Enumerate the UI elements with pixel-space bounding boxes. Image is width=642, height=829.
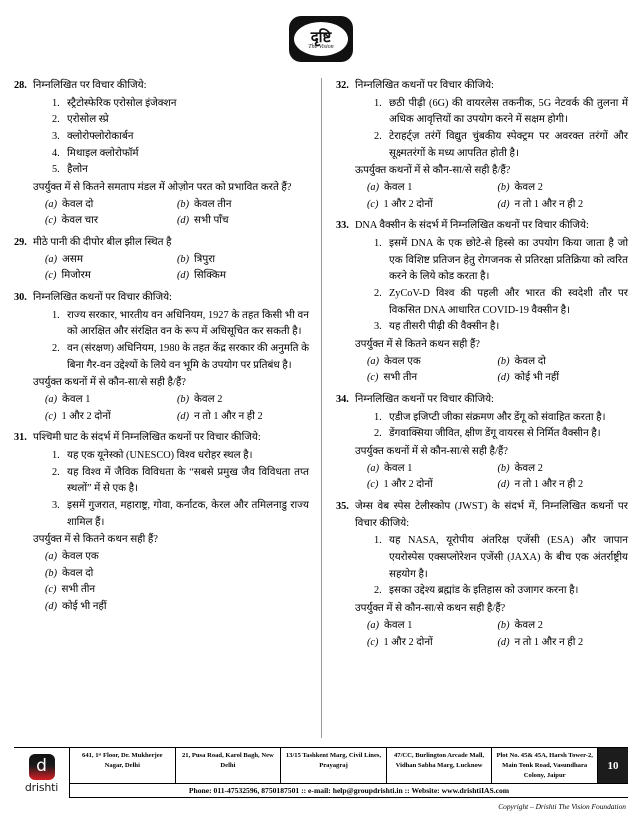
question-stem: जेम्स वेब स्पेस टेलीस्कोप (JWST) के संदर्भ में, निम्नलिखित कथनों पर विचार कीजिये: [355,501,628,529]
option-text: कोई भी नहीं [62,601,107,613]
option-a[interactable] [45,392,177,409]
question-block [14,430,309,615]
option-text: न तो 1 और न ही 2 [194,410,263,422]
option-a[interactable] [45,549,309,566]
statement-item: टेराहर्ट्ज़ तरंगें विद्युत चुंबकीय स्पेक्ट्रम पर अवरक्त तरंगों और सूक्ष्मतरंगों के मध्य आपतित होती है। [389,131,628,159]
address-lucknow: 47/CC, Burlington Arcade Mall, Vidhan Sabha Marg, Lucknow [387,748,493,783]
option-d[interactable] [177,409,309,426]
statement-item: डेंगवाक्सिया जीवित, क्षीण डेंगू वायरस से निर्मित वैक्सीन है। [389,428,601,440]
question-prompt: उपर्युक्त में से कितने कथन सही हैं? [355,339,480,351]
option-text: सभी तीन [61,584,96,596]
option-key: (c) [367,479,379,491]
option-key: (b) [177,394,190,406]
footer-logo-letter: d [36,755,47,776]
option-a[interactable] [367,618,498,635]
option-key: (a) [45,394,58,406]
address-jaipur: Plot No. 45& 45A, Harsh Tower-2, Main Tonk Road, Vasundhara Colony, Jaipur [492,748,598,783]
statement-list [33,448,309,531]
question-stem: निम्नलिखित पर विचार कीजिये: [33,80,147,91]
option-a[interactable] [45,252,177,269]
statement-item: यह एक यूनेस्को (UNESCO) विश्व धरोहर स्थल है। [67,450,253,462]
option-c[interactable] [367,635,498,652]
option-d[interactable] [177,268,309,285]
statement-list [33,308,309,375]
question-block [336,392,628,494]
statement-item: यह विश्व में जैविक विविधता के “सबसे प्रमुख जैव विविधता तप्त स्थलों” में से एक है। [67,466,309,495]
logo-wordmark: दृष्टि [310,27,332,46]
option-text: सभी पाँच [194,215,229,227]
option-key: (d) [497,198,510,210]
option-text: केवल दो [514,355,546,367]
option-key: (c) [367,372,379,384]
option-text: केवल दो [62,567,94,579]
option-text: त्रिपुरा [194,253,216,265]
option-b[interactable] [177,392,309,409]
question-block [336,499,628,651]
option-key: (d) [177,270,190,282]
option-text: केवल 1 [62,394,91,406]
statement-list [355,410,628,443]
question-body [355,499,628,651]
copyright-line: Copyright – Drishti The Vision Foundation [498,802,626,811]
question-prompt: ऊपर्युक्त कथनों में से कौन-सा/से सही है/हैं? [355,165,511,177]
option-text: केवल 2 [194,394,223,406]
option-list [33,252,309,285]
option-key: (b) [45,567,58,579]
option-text: केवल 1 [384,182,413,194]
statement-item: मिथाइल क्लोरोफॉर्म [67,147,139,159]
address-row [70,748,628,783]
option-d[interactable] [498,477,629,494]
option-text: केवल दो [62,198,94,210]
option-b[interactable] [498,180,629,197]
option-text: केवल 1 [384,619,413,631]
option-d[interactable] [498,370,629,387]
option-b[interactable] [498,354,629,371]
option-text: कोई भी नहीं [514,372,560,384]
question-block [336,78,628,213]
option-c[interactable] [367,370,498,387]
option-text: केवल 2 [514,619,543,631]
option-list [33,197,309,230]
option-key: (b) [177,198,190,210]
statement-item: इसमें DNA के एक छोटे-से हिस्से का उपयोग किया जाता है जो एक विशिष्ट प्रतिजन हेतु रोगजनक से प्रतिरक्षा प्रतिक्रिया को त्वरित करने के लिये कोड करता है। [389,238,628,283]
statement-item: एरोसोल स्प्रे [67,114,109,126]
option-d[interactable] [177,213,309,230]
option-d[interactable] [498,197,629,214]
statement-item: ZyCoV-D विश्व की पहली और भारत की स्वदेशी तौर पर विकसित DNA आधारित COVID-19 वैक्सीन है। [389,288,628,316]
option-text: मिजोरम [61,270,91,282]
question-body [33,290,309,425]
statement-item: यह NASA, यूरोपीय अंतरिक्ष एजेंसी (ESA) और जापान एयरोस्पेस एक्सप्लोरेशन एजेंसी (JAXA) के बीच एक अंतर्राष्ट्रीय सहयोग है। [389,535,628,580]
option-key: (d) [177,215,190,227]
option-text: केवल 2 [514,182,543,194]
question-number: 34. [336,394,349,406]
question-stem: मीठे पानी की दीपोर बील झील स्थित है [33,237,172,249]
option-text: 1 और 2 दोनों [61,410,111,422]
option-text: केवल तीन [194,198,232,210]
option-text: केवल 2 [514,462,543,474]
option-c[interactable] [45,582,309,599]
question-block [14,235,309,285]
question-block [14,290,309,425]
question-block [336,218,628,387]
option-list [355,461,628,494]
question-prompt: उपर्युक्त कथनों में से कौन-सा/से सही है/हैं? [355,446,508,458]
option-text: 1 और 2 दोनों [383,198,433,210]
page-number: 10 [598,748,628,783]
option-key: (b) [497,182,510,194]
option-list [355,180,628,213]
option-a[interactable] [367,180,498,197]
question-stem: पश्चिमी घाट के संदर्भ में निम्नलिखित कथनों पर विचार कीजिये: [33,432,261,444]
option-key: (b) [177,253,190,265]
option-key: (c) [367,636,379,648]
option-text: असम [62,253,84,265]
page-header [0,0,642,78]
option-b[interactable] [498,618,629,635]
option-key: (d) [497,372,510,384]
question-body [355,78,628,213]
option-text: सिक्किम [194,270,226,282]
option-a[interactable] [367,354,498,371]
statement-item: एडीज इजिप्टी जीका संक्रमण और डेंगू को संवाहित करता है। [389,411,606,423]
address-prayagraj: 13/15 Tashkent Marg, Civil Lines, Prayagraj [281,748,387,783]
statement-item: इसमें गुजरात, महाराष्ट्र, गोवा, कर्नाटक, केरल और तमिलनाडु राज्य शामिल हैं। [67,500,309,528]
option-key: (d) [497,479,510,491]
question-number: 33. [336,220,349,232]
question-body [355,392,628,494]
option-b[interactable] [498,461,629,478]
option-list [355,354,628,387]
option-text: 1 और 2 दोनों [383,636,433,648]
option-text: केवल एक [62,551,99,563]
question-columns [0,78,642,738]
option-d[interactable] [498,635,629,652]
option-c[interactable] [45,409,177,426]
question-stem: निम्नलिखित कथनों पर विचार कीजिये: [355,80,494,91]
option-b[interactable] [177,197,309,214]
option-key: (c) [367,198,379,210]
statement-item: इसका उद्देश्य ब्रह्मांड के इतिहास को उजागर करना है। [389,585,579,597]
option-key: (a) [45,253,58,265]
option-b[interactable] [177,252,309,269]
question-prompt: उपर्युक्त कथनों में से कौन-सा/से सही है/हैं? [33,377,186,389]
footer-contact-line: Phone: 011-47532596, 8750187501 :: e-mail: help@groupdrishti.in :: Website: www.drishtiIAS.com [70,783,628,798]
option-c[interactable] [367,197,498,214]
option-key: (a) [367,619,380,631]
question-number: 29. [14,237,27,249]
question-number: 32. [336,80,349,91]
question-body [33,78,309,230]
option-key: (a) [367,355,380,367]
question-body [355,218,628,387]
statement-item: स्ट्रैटोस्फेरिक एरोसोल इंजेक्शन [67,97,177,109]
option-text: केवल 1 [384,462,413,474]
statement-list [355,96,628,163]
option-c[interactable] [367,477,498,494]
option-d[interactable] [45,599,309,616]
question-prompt: उपर्युक्त में से कौन-सा/से कथन सही है/हैं? [355,603,506,615]
footer-logo-word: drishti [24,780,59,794]
option-c[interactable] [45,268,177,285]
question-body [33,235,309,285]
option-key: (c) [45,584,57,596]
logo-ellipse [294,22,348,56]
left-column [14,78,321,738]
option-key: (c) [45,215,57,227]
statement-item: क्लोरोफ्लोरोकार्बन [67,131,134,143]
option-key: (a) [367,182,380,194]
question-number: 30. [14,292,27,304]
option-list [33,392,309,425]
option-text: केवल एक [384,355,421,367]
question-block [14,78,309,230]
question-prompt: उपर्युक्त में से कितने समताप मंडल में ओज़ोन परत को प्रभावित करते हैं? [33,182,292,194]
option-key: (d) [497,636,510,648]
question-prompt: उपर्युक्त में से कितने कथन सही हैं? [33,534,158,546]
statement-item: छठी पीढ़ी (6G) की वायरलेस तकनीक, 5G नेटवर्क की तुलना में अधिक आवृत्तियों का उपयोग करने में सक्षम होगी। [389,97,628,126]
option-key: (c) [45,410,57,422]
option-key: (d) [45,601,58,613]
option-key: (b) [497,355,510,367]
option-key: (a) [45,551,58,563]
option-key: (a) [45,198,58,210]
option-b[interactable] [45,566,309,583]
statement-list [355,533,628,600]
statement-item: यह तीसरी पीढ़ी की वैक्सीन है। [389,321,500,333]
statement-item: राज्य सरकार, भारतीय वन अधिनियम, 1927 के तहत किसी भी वन को आरक्षित और संरक्षित वन के रूप में अधिसूचित कर सकती है। [67,309,309,338]
option-a[interactable] [45,197,177,214]
option-list [33,549,309,616]
option-key: (b) [497,462,510,474]
logo-tagline: The Vision [308,43,334,50]
right-column [321,78,628,738]
statement-list [355,236,628,336]
page-footer [14,747,628,811]
question-stem: निम्नलिखित कथनों पर विचार कीजिये: [355,394,494,406]
option-text: 1 और 2 दोनों [383,479,433,491]
address-delhi: 641, 1ˢᵗ Floor, Dr. Mukherjee Nagar, Delhi [70,748,176,783]
question-number: 28. [14,80,27,91]
question-body [33,430,309,615]
option-key: (d) [177,410,190,422]
question-number: 31. [14,432,27,444]
option-text: न तो 1 और न ही 2 [514,479,584,491]
option-text: न तो 1 और न ही 2 [514,198,584,210]
question-stem: DNA वैक्सीन के संदर्भ में निम्नलिखित कथनों पर विचार कीजिये: [355,220,589,232]
statement-list [33,96,309,179]
footer-brand-logo [14,748,70,798]
question-stem: निम्नलिखित कथनों पर विचार कीजिये: [33,292,172,304]
address-karol-bagh: 21, Pusa Road, Karol Bagh, New Delhi [176,748,282,783]
option-key: (a) [367,462,380,474]
option-key: (c) [45,270,57,282]
option-key: (b) [497,619,510,631]
footer-logo-mark [29,754,55,780]
statement-item: वन (संरक्षण) अधिनियम, 1980 के तहत केंद्र सरकार की अनुमति के बिना गैर-वन उद्देश्यों के लिये वन भूमि के उपयोग पर प्रतिबंध है। [67,343,309,371]
option-text: केवल चार [61,215,99,227]
drishti-logo [289,16,353,62]
option-list [355,618,628,651]
statement-item: हैलोन [67,164,88,176]
option-a[interactable] [367,461,498,478]
option-text: न तो 1 और न ही 2 [514,636,584,648]
question-number: 35. [336,501,349,513]
option-c[interactable] [45,213,177,230]
option-text: सभी तीन [383,372,418,384]
